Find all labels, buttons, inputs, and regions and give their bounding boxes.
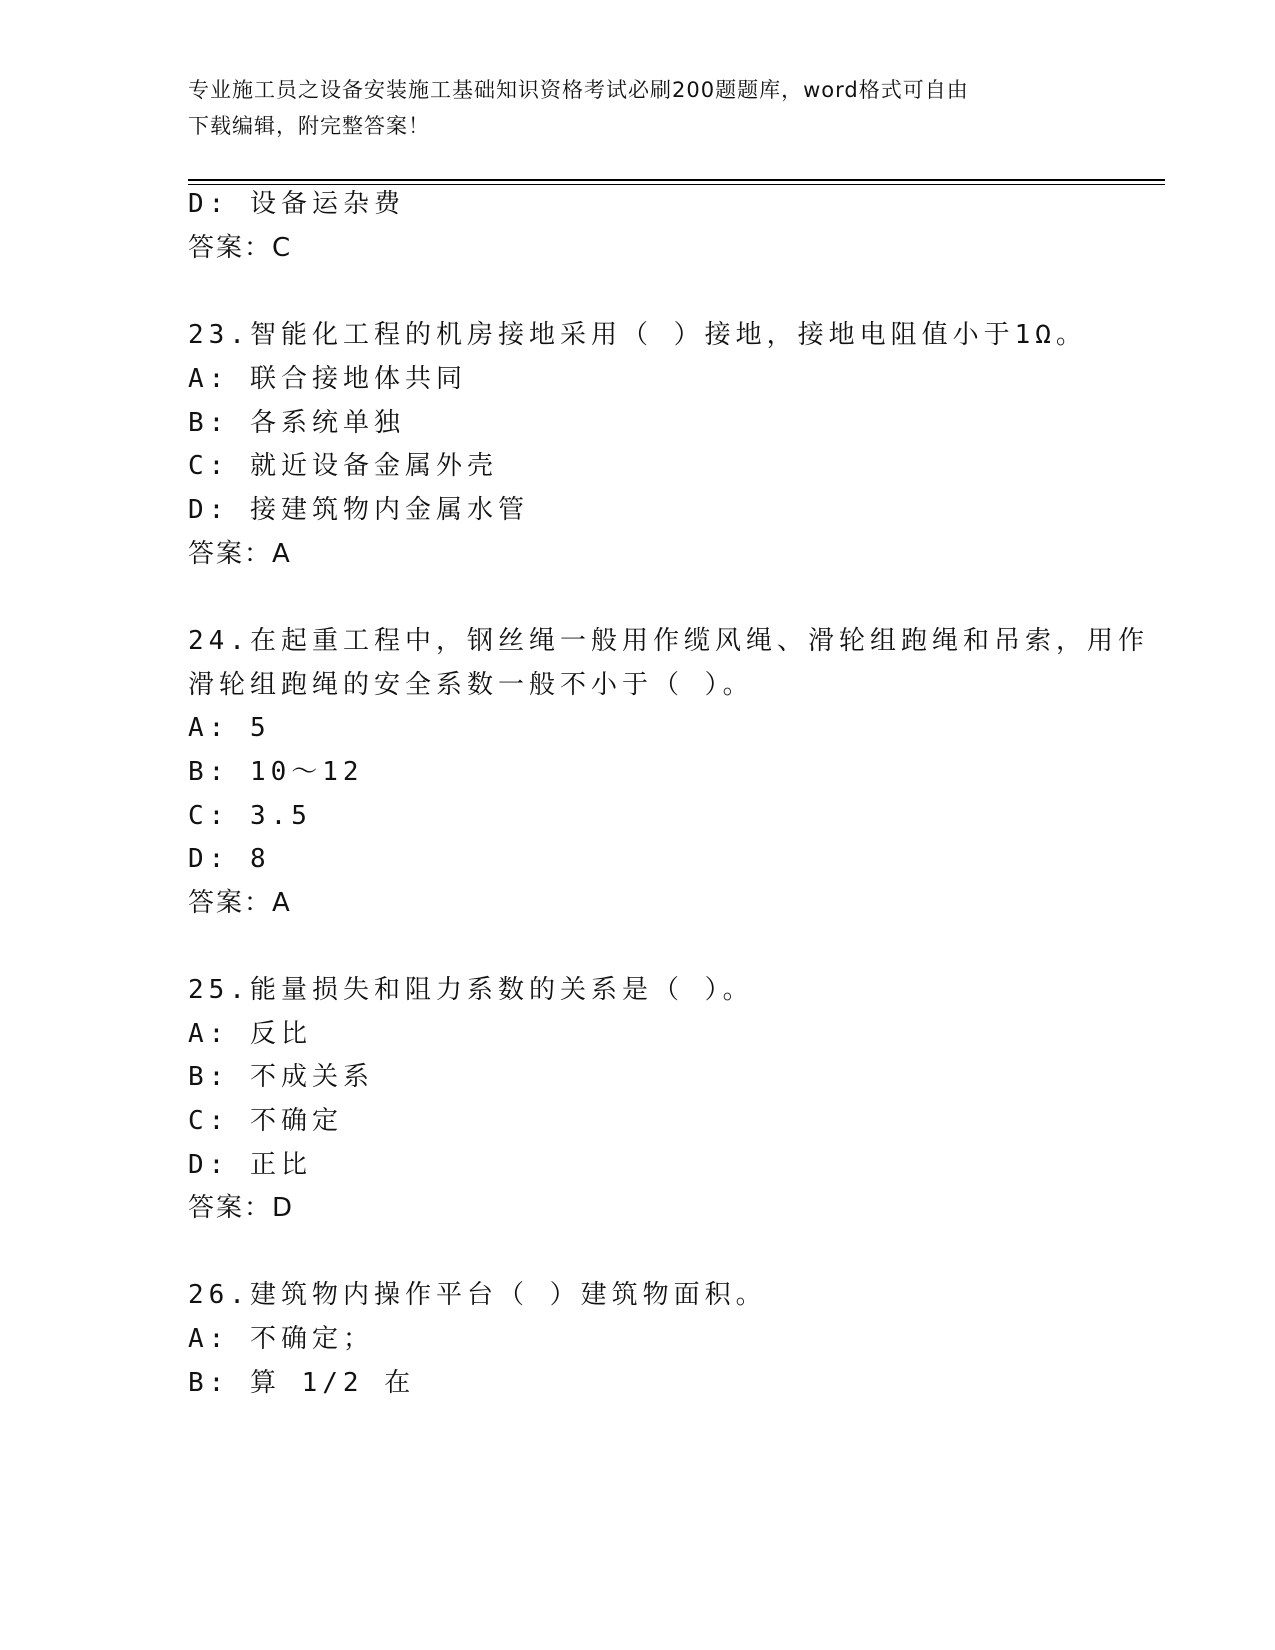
option-a: A: 5 xyxy=(188,713,271,743)
option-d: D: 设备运杂费 xyxy=(188,189,405,219)
option-b: B: 各系统单独 xyxy=(188,408,405,438)
answer: 答案：A xyxy=(188,539,292,569)
question-stem-24-line-1: 24.在起重工程中，钢丝绳一般用作缆风绳、滑轮组跑绳和吊索，用作 xyxy=(188,626,1149,656)
option-a: A: 联合接地体共同 xyxy=(188,364,467,394)
answer: 答案：D xyxy=(188,1193,295,1223)
question-stem-26: 26.建筑物内操作平台（ ）建筑物面积。 xyxy=(188,1280,767,1310)
option-b: B: 10～12 xyxy=(188,757,364,787)
option-d: D: 8 xyxy=(188,844,271,874)
question-stem-24-line-2: 滑轮组跑绳的安全系数一般不小于（ ）。 xyxy=(188,670,754,700)
header-divider-thin xyxy=(188,184,1165,185)
option-c: C: 3.5 xyxy=(188,801,312,831)
option-a: A: 反比 xyxy=(188,1019,312,1049)
option-d: D: 接建筑物内金属水管 xyxy=(188,495,529,525)
question-stem-23: 23.智能化工程的机房接地采用（ ）接地，接地电阻值小于1Ω。 xyxy=(188,320,1087,350)
question-stem-25: 25.能量损失和阻力系数的关系是（ ）。 xyxy=(188,975,754,1005)
option-b: B: 不成关系 xyxy=(188,1062,374,1092)
document-title xyxy=(188,72,1088,144)
answer: 答案：A xyxy=(188,888,292,918)
answer: 答案：C xyxy=(188,233,293,263)
option-d: D: 正比 xyxy=(188,1150,312,1180)
header-divider-thick xyxy=(188,179,1165,181)
option-c: C: 不确定 xyxy=(188,1106,343,1136)
title-line-2: 下载编辑，附完整答案！ xyxy=(188,114,430,138)
title-line-1: 专业施工员之设备安装施工基础知识资格考试必刷200题题库，word格式可自由 xyxy=(188,78,969,102)
option-b: B: 算 1/2 在 xyxy=(188,1368,416,1398)
option-a: A: 不确定； xyxy=(188,1324,374,1354)
option-c: C: 就近设备金属外壳 xyxy=(188,451,498,481)
